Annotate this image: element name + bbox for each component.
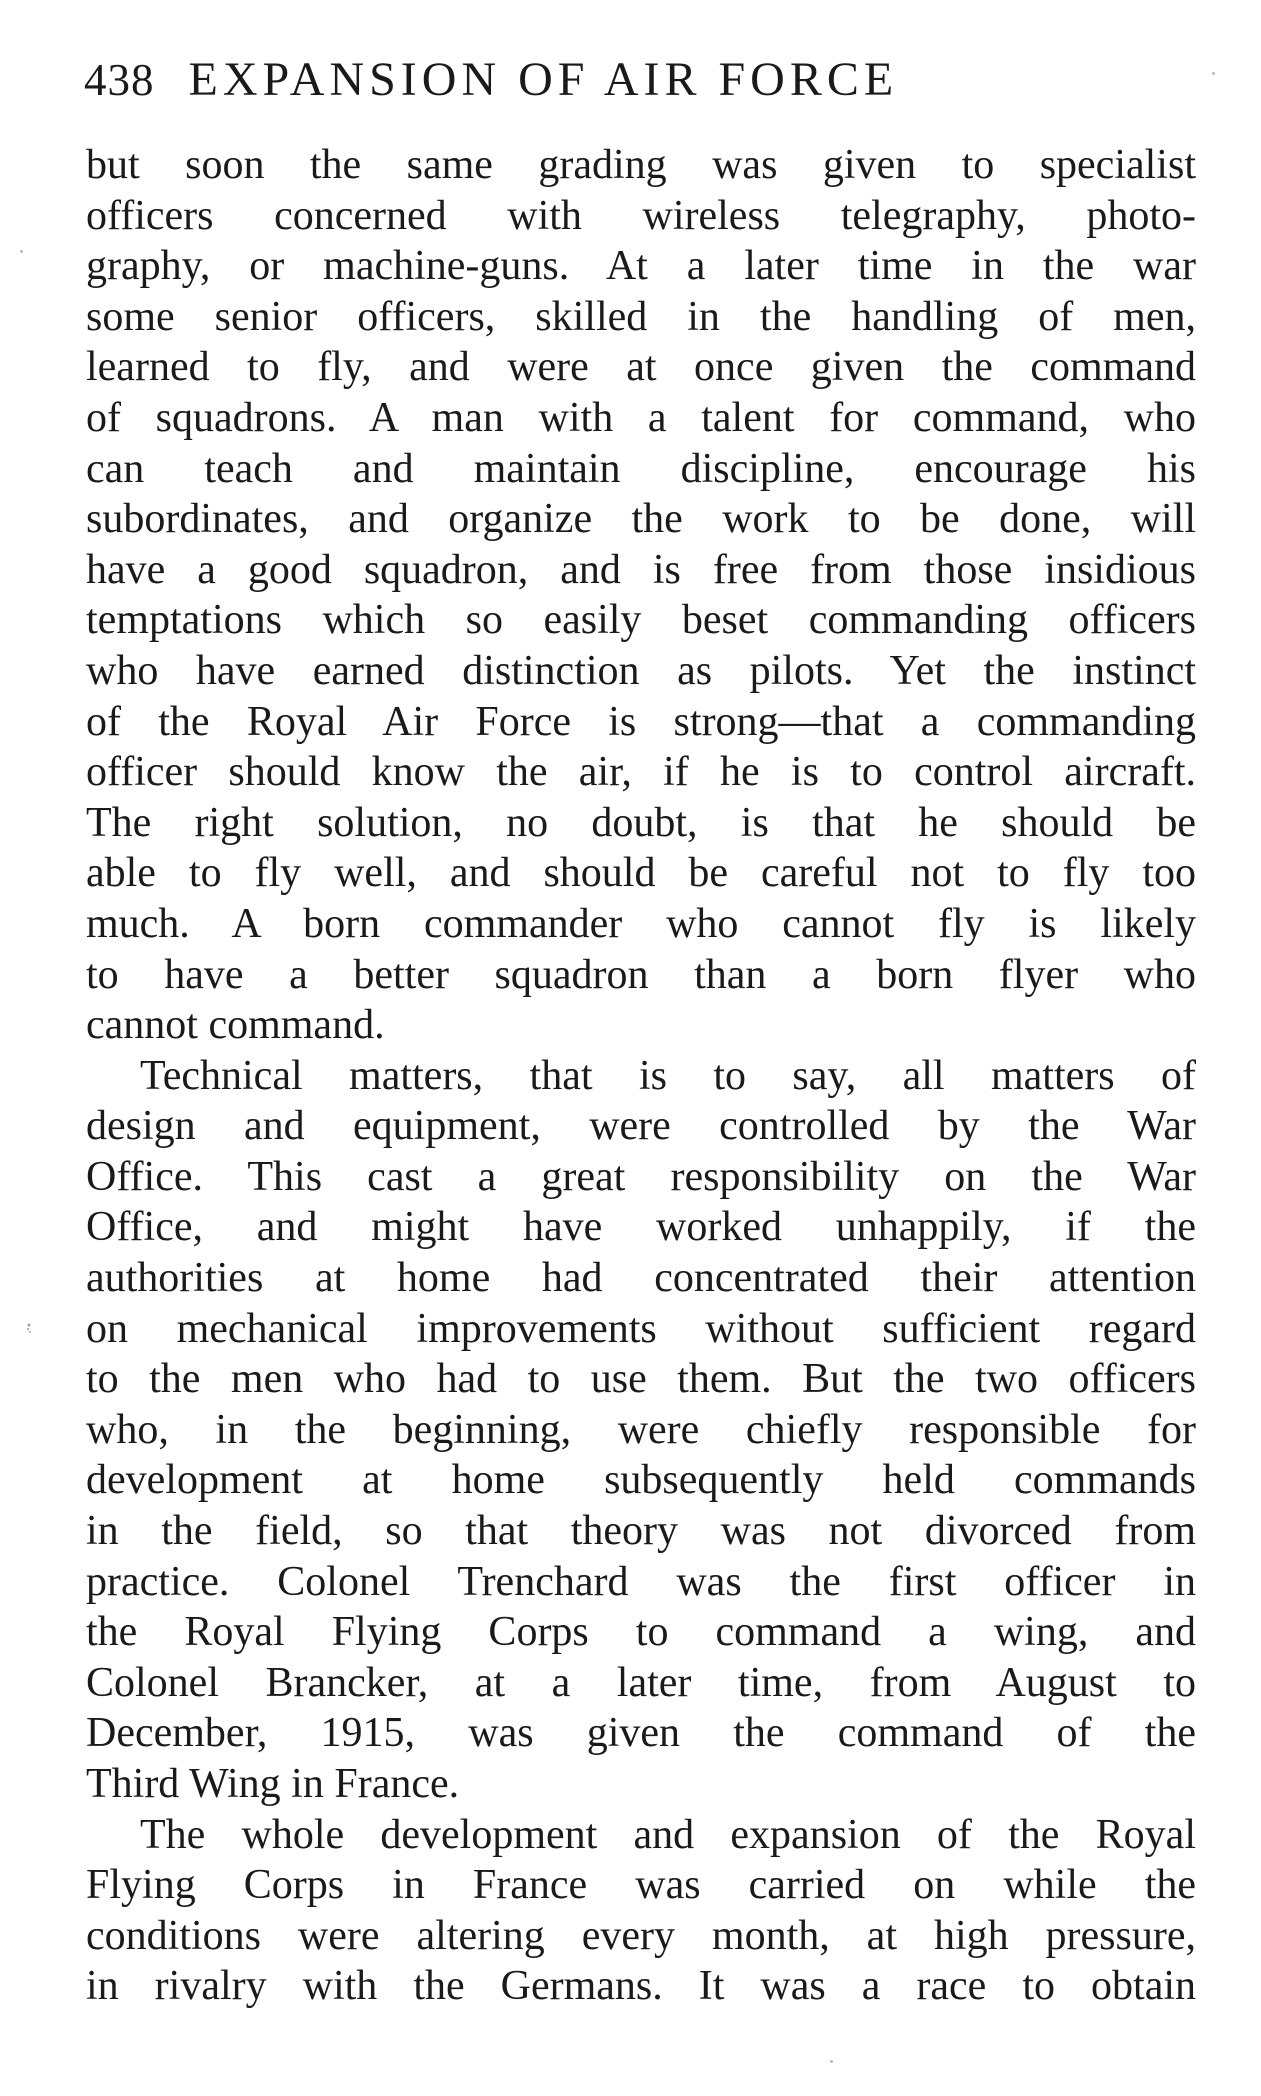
text-line: to the men who had to use them. But the two officers <box>86 1356 1196 1403</box>
text-line: officers concerned with wireless telegraphy, photo- <box>86 192 1196 239</box>
page-number: 438 <box>84 55 155 105</box>
scan-speck <box>830 2060 833 2063</box>
text-line: able to fly well, and should be careful not to fly too <box>86 850 1196 897</box>
text-line: on mechanical improvements without sufficient regard <box>86 1305 1196 1352</box>
text-line: practice. Colonel Trenchard was the first officer in <box>86 1558 1196 1605</box>
text-line: have a good squadron, and is free from those insidious <box>86 546 1196 593</box>
text-line: to have a better squadron than a born flyer who <box>86 951 1196 998</box>
text-line: of the Royal Air Force is strong—that a commanding <box>86 698 1196 745</box>
text-line: Flying Corps in France was carried on while the <box>86 1862 1196 1909</box>
running-head <box>84 52 1204 122</box>
text-line: Technical matters, that is to say, all matters of <box>140 1052 1196 1099</box>
text-line: Third Wing in France. <box>86 1761 460 1807</box>
text-line: Office, and might have worked unhappily, if the <box>86 1204 1196 1251</box>
text-line: in the field, so that theory was not divorced from <box>86 1508 1196 1555</box>
scan-speck <box>20 250 23 253</box>
text-body <box>86 140 1196 2012</box>
text-line: development at home subsequently held commands <box>86 1457 1196 1504</box>
text-line: learned to fly, and were at once given the command <box>86 344 1196 391</box>
text-line: design and equipment, were controlled by the War <box>86 1103 1196 1150</box>
text-line: of squadrons. A man with a talent for command, who <box>86 394 1196 441</box>
running-title: EXPANSION OF AIR FORCE <box>188 53 899 106</box>
text-line: the Royal Flying Corps to command a wing, and <box>86 1609 1196 1656</box>
text-line: who have earned distinction as pilots. Yet the instinct <box>86 647 1196 694</box>
margin-speck-icon <box>24 1322 34 1334</box>
text-line: graphy, or machine-guns. At a later time in the war <box>86 243 1196 290</box>
text-line: can teach and maintain discipline, encourage his <box>86 445 1196 492</box>
text-line: conditions were altering every month, at high pressure, <box>86 1912 1196 1959</box>
text-line: Colonel Brancker, at a later time, from August to <box>86 1659 1196 1706</box>
text-line: in rivalry with the Germans. It was a race to obtain <box>86 1963 1196 2010</box>
text-line: officer should know the air, if he is to control aircraft. <box>86 749 1196 796</box>
text-line: Office. This cast a great responsibility on the War <box>86 1153 1196 1200</box>
text-line: The whole development and expansion of the Royal <box>140 1811 1196 1858</box>
text-line: subordinates, and organize the work to be done, will <box>86 496 1196 543</box>
text-line: December, 1915, was given the command of the <box>86 1710 1196 1757</box>
text-line: cannot command. <box>86 1002 385 1049</box>
text-line: some senior officers, skilled in the handling of men, <box>86 293 1196 340</box>
text-line: but soon the same grading was given to specialist <box>86 142 1196 188</box>
text-line: much. A born commander who cannot fly is likely <box>86 900 1196 947</box>
text-line: authorities at home had concentrated their attention <box>86 1255 1196 1302</box>
text-line: temptations which so easily beset commanding officers <box>86 597 1196 644</box>
scan-speck <box>1212 72 1215 75</box>
text-line: who, in the beginning, were chiefly responsible for <box>86 1406 1196 1453</box>
text-line: The right solution, no doubt, is that he should be <box>86 799 1196 846</box>
